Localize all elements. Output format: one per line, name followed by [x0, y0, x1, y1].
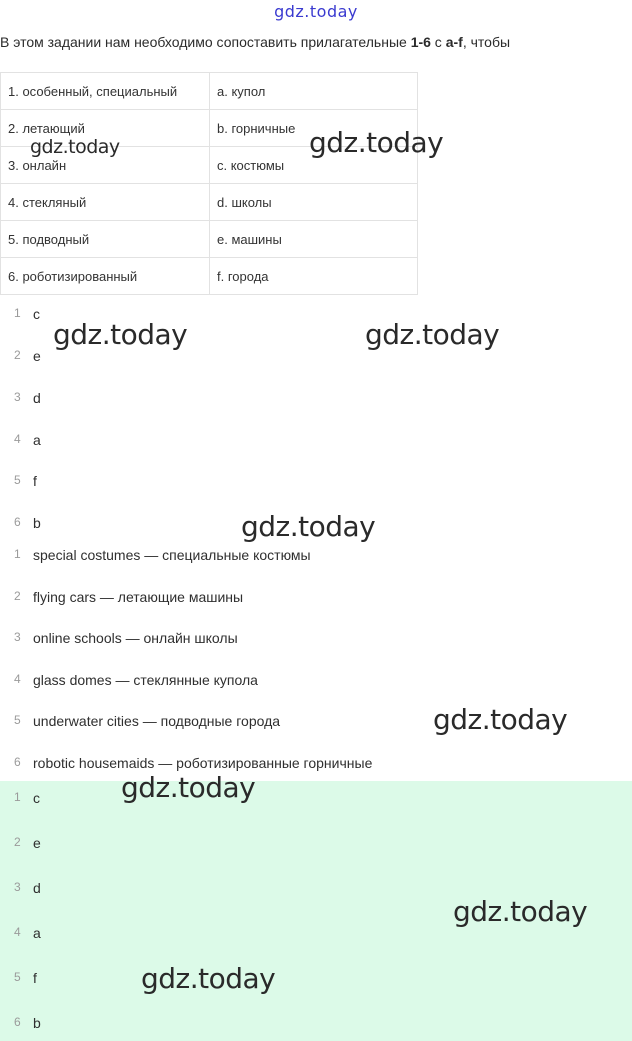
table-cell-noun: c. костюмы — [210, 147, 418, 184]
list-item-text: a — [33, 925, 41, 941]
list-item-text: d — [33, 880, 41, 896]
table-row — [1, 73, 418, 110]
list-item-number: 3 — [14, 390, 21, 404]
watermark: gdz.today — [241, 510, 376, 543]
list-item-text: online schools — онлайн школы — [33, 630, 238, 646]
intro-text-middle: с — [430, 34, 446, 50]
table-cell-adjective: 4. стекляный — [1, 184, 210, 221]
list-item-number: 4 — [14, 672, 21, 686]
list-item-number: 4 — [14, 432, 21, 446]
intro-range-numbers: 1-6 — [410, 34, 431, 50]
list-item-text: special costumes — специальные костюмы — [33, 547, 311, 563]
list-item-number: 4 — [14, 925, 21, 939]
list-item-number: 5 — [14, 473, 21, 487]
list-item-text: b — [33, 1015, 41, 1031]
list-item-text: flying cars — летающие машины — [33, 589, 244, 605]
watermark: gdz.today — [121, 771, 256, 804]
table-cell-noun: d. школы — [210, 184, 418, 221]
list-item-number: 5 — [14, 713, 21, 727]
intro-text-after: , чтобы — [462, 34, 511, 50]
list-item-text: c — [33, 306, 40, 322]
site-logo[interactable]: gdz.today — [274, 2, 358, 21]
list-item-number: 1 — [14, 306, 21, 320]
table-cell-adjective: 5. подводный — [1, 221, 210, 258]
list-item-text: robotic housemaids — роботизированные горничные — [33, 755, 373, 771]
intro-text — [0, 34, 632, 50]
table-cell-noun: b. горничные — [210, 110, 418, 147]
list-item-text: glass domes — стеклянные купола — [33, 672, 258, 688]
table-row — [1, 221, 418, 258]
watermark: gdz.today — [141, 962, 276, 995]
list-item-text: e — [33, 835, 41, 851]
intro-range-letters: a-f — [445, 34, 463, 50]
table-cell-noun: e. машины — [210, 221, 418, 258]
list-item-number: 3 — [14, 630, 21, 644]
table-cell-noun: f. города — [210, 258, 418, 295]
list-item-text: f — [33, 970, 37, 986]
watermark: gdz.today — [309, 126, 444, 159]
table-cell-noun: a. купол — [210, 73, 418, 110]
watermark: gdz.today — [53, 318, 188, 351]
list-item-number: 1 — [14, 547, 21, 561]
list-item-text: e — [33, 348, 41, 364]
list-item-text: c — [33, 790, 40, 806]
list-item-text: a — [33, 432, 41, 448]
list-item-number: 3 — [14, 880, 21, 894]
table-cell-adjective: 3. онлайн — [1, 147, 210, 184]
table-cell-adjective: 1. особенный, специальный — [1, 73, 210, 110]
list-item-text: f — [33, 473, 37, 489]
list-item-number: 2 — [14, 835, 21, 849]
watermark: gdz.today — [433, 703, 568, 736]
list-item-number: 2 — [14, 589, 21, 603]
list-item-number: 1 — [14, 790, 21, 804]
list-item-text: underwater cities — подводные города — [33, 713, 281, 729]
watermark: gdz.today — [453, 895, 588, 928]
list-item-text: d — [33, 390, 41, 406]
list-item-number: 6 — [14, 515, 21, 529]
list-item-number: 6 — [14, 1015, 21, 1029]
list-item-text: b — [33, 515, 41, 531]
table-cell-adjective: 6. роботизированный — [1, 258, 210, 295]
list-item-number: 2 — [14, 348, 21, 362]
table-cell-adjective: 2. летающий — [1, 110, 210, 147]
watermark: gdz.today — [365, 318, 500, 351]
list-item-number: 5 — [14, 970, 21, 984]
table-row — [1, 258, 418, 295]
watermark: gdz.today — [30, 136, 120, 158]
intro-text-before: В этом задании нам необходимо сопоставить прилагательные — [0, 34, 411, 50]
list-item-number: 6 — [14, 755, 21, 769]
table-row — [1, 184, 418, 221]
matching-table — [0, 72, 418, 295]
